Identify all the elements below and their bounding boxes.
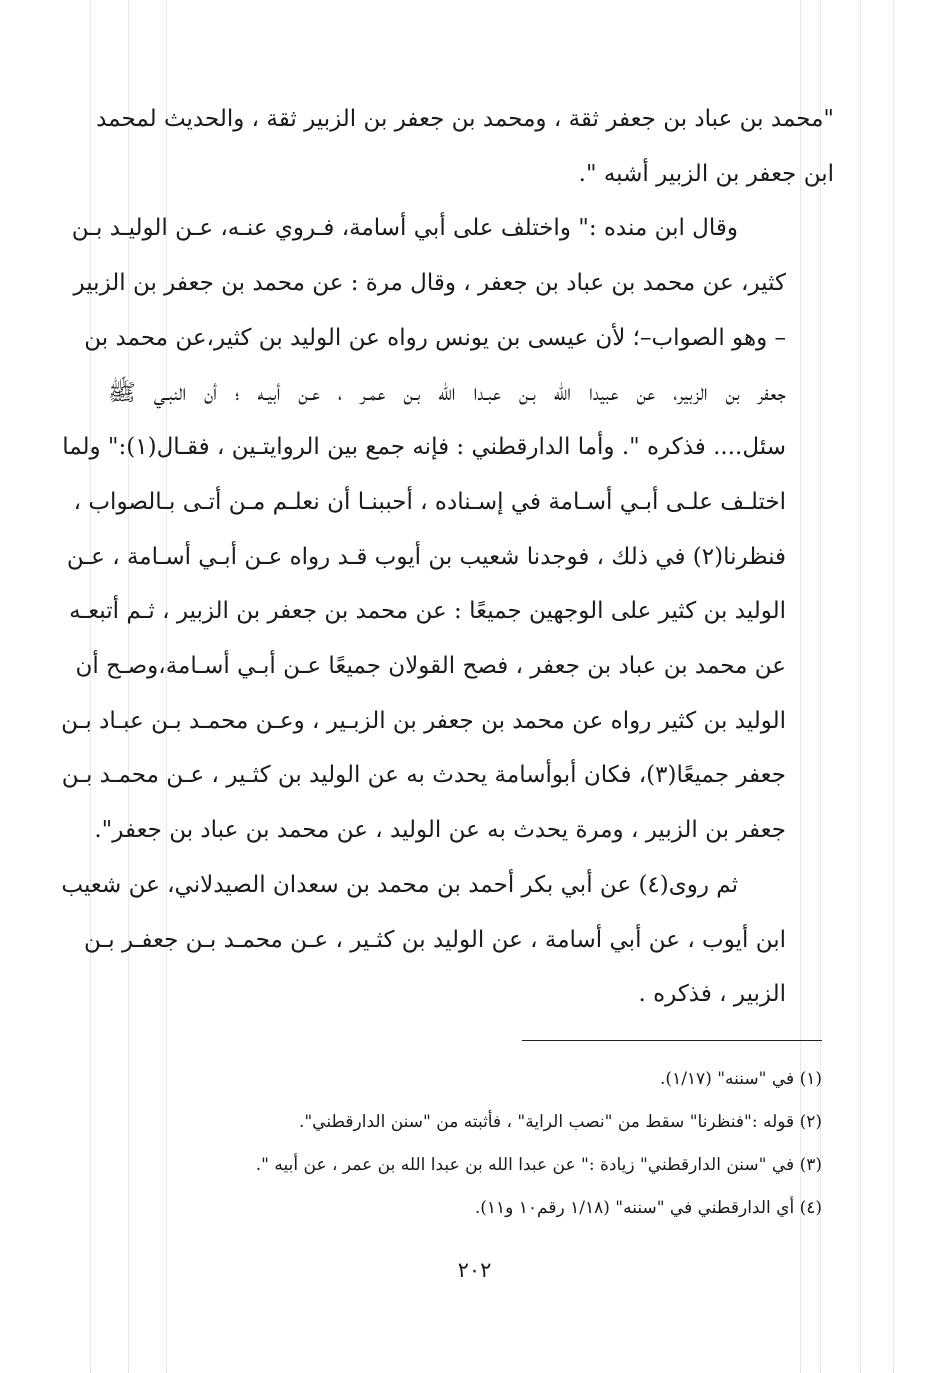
text-line: جعفر بن الزبير، عن عبيدا الله بـن عبـدا الله بـن عمـر ، عـن أبيـه ؛ أن النبـي ﷺ [108, 379, 786, 406]
footnote: (٤) أي الدارقطني في "سننه" (١/١٨ رقم١٠ و١١). [474, 1198, 822, 1218]
scan-artifact-line [860, 0, 861, 1373]
text-line: جعفر بن الزبير ، ومرة يحدث به عن الوليد ، عن محمد بن عباد بن جعفر". [94, 817, 786, 844]
text-line: ثم روى(٤) عن أبي بكر أحمد بن محمد بن سعدان الصيدلاني، عن شعيب [61, 871, 738, 898]
paragraph [96, 92, 834, 201]
text-line: ابن أيوب ، عن أبي أسامة ، عن الوليد بن كثـير ، عـن محمـد بـن جعفـر بـن [83, 926, 786, 953]
text-line: فنظرنا(٢) في ذلك ، فوجدنا شعيب بن أيوب قـد رواه عـن أبـي أسـامة ، عـن [66, 543, 786, 570]
text-line: الوليد بن كثير رواه عن محمد بن جعفر بن الزبـير ، وعـن محمـد بـن عبـاد بـن [61, 707, 786, 734]
text-line: الوليد بن كثير على الوجهين جميعًا : عن محمد بن جعفر بن الزبير ، ثـم أتبعـه [69, 598, 786, 625]
footnote: (٢) قوله :"فنظرنا" سقط من "نصب الراية" ، فأثبته من "سنن الدارقطني". [298, 1112, 822, 1132]
footnotes [200, 1058, 822, 1230]
text-line: ابن جعفر بن الزبير أشبه ". [578, 160, 834, 187]
text-line: – وهو الصواب–؛ لأن عيسى بن يونس رواه عن الوليد بن كثير،عن محمد بن [84, 324, 786, 351]
paragraph [61, 201, 834, 857]
page-number: ٢٠٢ [457, 1258, 492, 1282]
text-line: "محمد بن عباد بن جعفر ثقة ، ومحمد بن جعفر بن الزبير ثقة ، والحديث لمحمد [96, 106, 834, 132]
text-line: سئل.... فذكره ". وأما الدارقطني : فإنه جمع بين الروايتـين ، فقـال(١):" ولما [62, 434, 786, 461]
text-line: الزبير ، فذكره . [638, 981, 786, 1008]
footnote: (٣) في "سنن الدارقطني" زيادة :" عن عبدا الله بن عبدا الله بن عمر ، عن أبيه ". [255, 1155, 822, 1175]
text-line: وقال ابن منده :" واختلف على أبي أسامة، فـروي عنـه، عـن الوليـد بـن [71, 215, 738, 242]
footnote: (١) في "سننه" (١/١٧). [660, 1069, 822, 1089]
paragraph [61, 858, 834, 1022]
text-line: اختلـف علـى أبـي أسـامة في إسـناده ، أحببنـا أن نعلـم مـن أتـى بـالصواب ، [73, 488, 786, 515]
text-line: عن محمد بن عباد بن جعفر ، فصح القولان جميعًا عـن أبـي أسـامة،وصـح أن [75, 653, 786, 680]
text-line: كثير، عن محمد بن عباد بن جعفر ، وقال مرة : عن محمد بن جعفر بن الزبير [73, 270, 786, 297]
main-text [61, 92, 834, 1022]
scan-artifact-line [893, 0, 894, 1373]
text-line: جعفر جميعًا(٣)، فكان أبوأسامة يحدث به عن الوليد بن كثـير ، عـن محمـد بـن [61, 762, 786, 789]
footnote-separator [522, 1040, 822, 1041]
